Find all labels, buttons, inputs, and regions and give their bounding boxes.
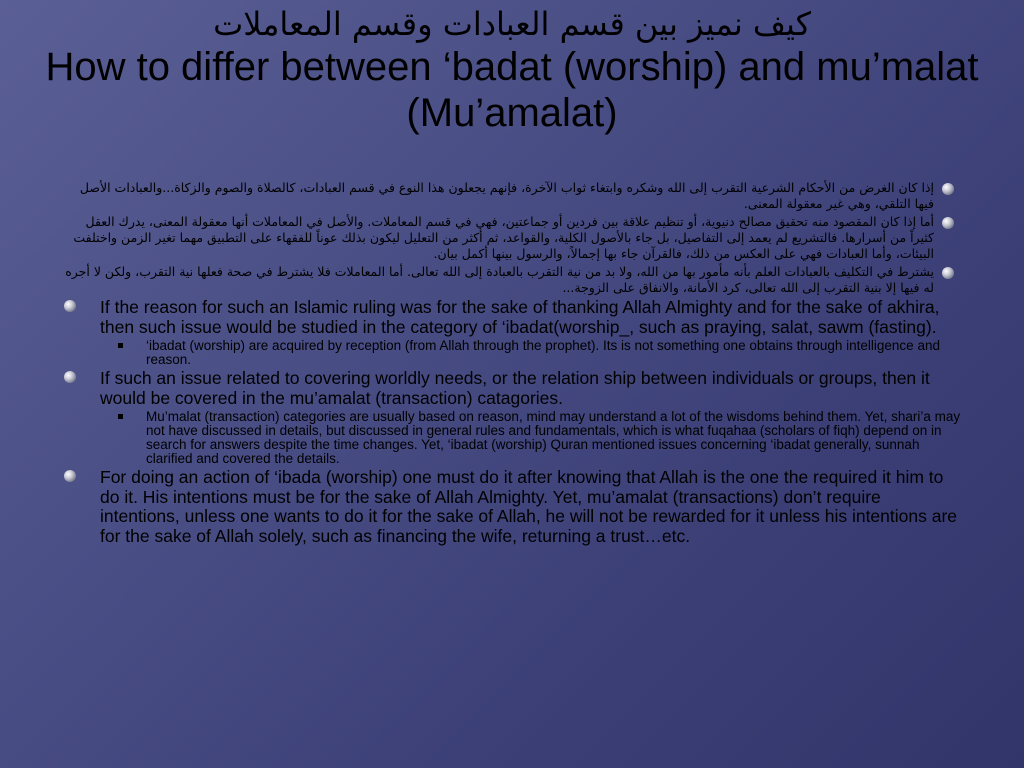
arabic-point-text: أما إذا كان المقصود منه تحقيق مصالح دنيوية، أو تنظيم علاقة بين فردين أو جماعتين، فهي في قسم المعاملات. والأصل في المعاملات أنها معقولة المعنى، يدرك العقل كثيراً من أسرارها. فالتشريع لم يعمد إلى التفاصيل، بل جاء بالأصول الكلية، والقواعد، ثم أكثر من التعليل ليكون بذلك عوناً للفقهاء على التطبيق مهما تغير الزمن واختلفت البيئات، وأما العبادات فهي على العكس من ذلك، فالقرآن جاء بها إجمالاً، والرسول بينها أكمل بيان. xyxy=(73,214,934,261)
square-bullet-icon xyxy=(118,414,123,419)
bullet-icon xyxy=(942,267,954,279)
arabic-point xyxy=(62,214,962,262)
english-point-text: If the reason for such an Islamic ruling was for the sake of thanking Allah Almighty and for the sake of akhira, then such issue would be studied in the category of ‘ibadat(worship_, such as praying, salat, sawm (fasting). xyxy=(100,297,940,337)
title-english: How to differ between ‘badat (worship) and mu’malat (Mu’amalat) xyxy=(45,45,979,135)
english-subpoint xyxy=(62,339,962,367)
arabic-point-text: إذا كان الغرض من الأحكام الشرعية التقرب إلى الله وشكره وابتغاء ثواب الآخرة، فإنهم يجعلون هذا النوع في قسم العبادات، كالصلاة والصوم والزكاة...والعبادات الأصل فيها التلقي، وهي غير معقولة المعنى. xyxy=(79,180,934,211)
slide-title xyxy=(0,4,1024,136)
title-arabic: كيف نميز بين قسم العبادات وقسم المعاملات xyxy=(213,5,811,43)
english-point-text: If such an issue related to covering worldly needs, or the relation ship between individuals or groups, then it would be covered in the mu’amalat (transaction) catagories. xyxy=(100,368,930,408)
square-bullet-icon xyxy=(118,343,123,348)
bullet-icon xyxy=(942,183,954,195)
english-subpoint-text: ‘ibadat (worship) are acquired by reception (from Allah through the prophet). Its is not something one obtains through intelligence and reason. xyxy=(146,338,940,367)
bullet-icon xyxy=(64,371,76,383)
arabic-point xyxy=(62,180,962,212)
english-point-text: For doing an action of ‘ibada (worship) one must do it after knowing that Allah is the one the required it him to do it. His intentions must be for the sake of Allah Almighty. Yet, mu’amalat (transactions) don’t require intentions, unless one wants to do it for the sake of Allah, he will not be rewarded for it unless his intentions are for the sake of Allah solely, such as financing the wife, returning a trust…etc. xyxy=(100,467,958,546)
arabic-point-text: يشترط في التكليف بالعبادات العلم بأنه مأمور بها من الله، ولا بد من نية التقرب بالعبادة إلى الله تعالى. أما المعاملات فلا يشترط في صحة فعلها نية التقرب، ولكن لا أجره له فيها إلا بنية التقرب إلى الله تعالى، كرد الأمانة، والانفاق على الزوجة... xyxy=(65,264,934,295)
english-point xyxy=(62,468,962,546)
english-subpoint-text: Mu’malat (transaction) categories are usually based on reason, mind may understand a lot of the wisdoms behind them. Yet, shari’a may not have discussed in details, but discussed in general rules and fundamentals, which is what fuqahaa (scholars of fiqh) depend on in search for answers despite the time changes. Yet, ‘ibadat (worship) Quran mentioned issues concerning ‘ibadat generally, sunnah clarified and covered the details. xyxy=(146,409,961,466)
bullet-icon xyxy=(64,470,76,482)
english-subpoint xyxy=(62,410,962,466)
english-point xyxy=(62,298,962,337)
arabic-point xyxy=(62,264,962,296)
slide-content xyxy=(62,180,962,546)
bullet-icon xyxy=(942,217,954,229)
english-point xyxy=(62,369,962,408)
bullet-icon xyxy=(64,300,76,312)
